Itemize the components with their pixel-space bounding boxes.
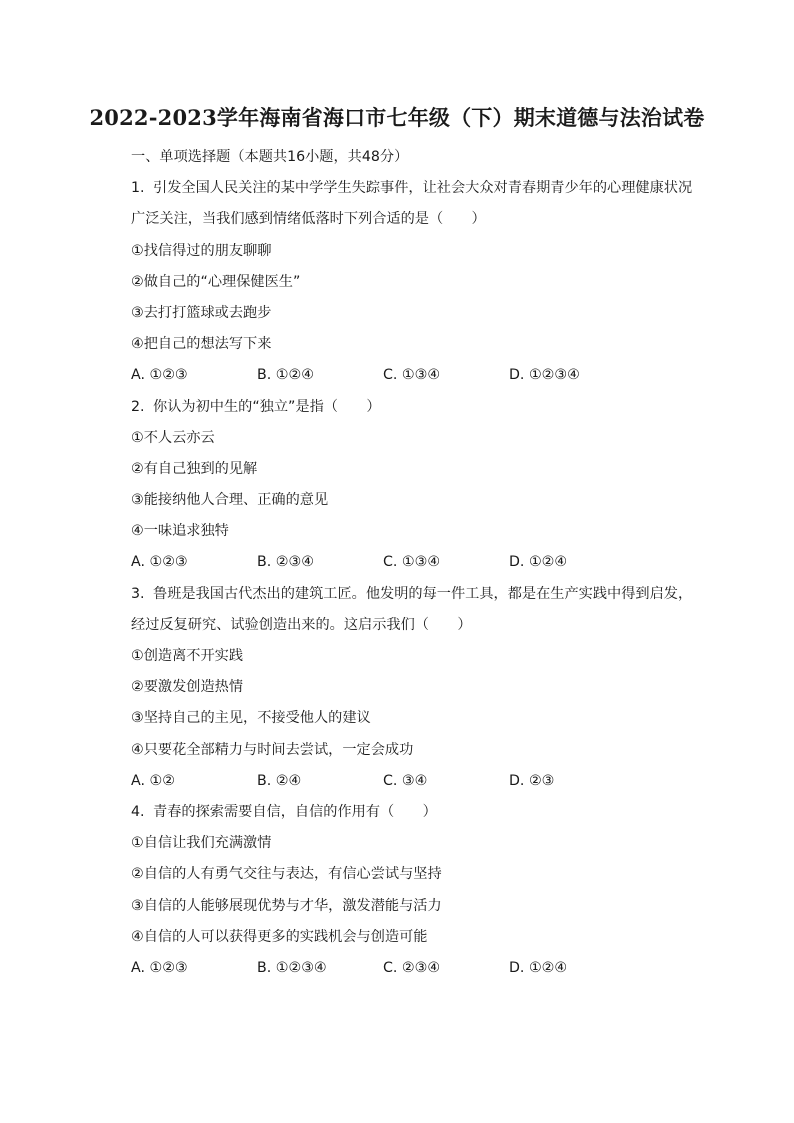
statement: ③自信的人能够展现优势与才华，激发潜能与活力 (131, 897, 442, 914)
option-d: D. ①②③④ (509, 367, 580, 384)
option-a: A. ①②③ (131, 959, 188, 976)
question-stem-text: 引发全国人民关注的某中学学生失踪事件，让社会大众对青春期青少年的心理健康状况 (153, 180, 693, 197)
answer-options (131, 360, 701, 391)
option-d: D. ①②④ (509, 959, 568, 976)
option-b: B. ②④ (257, 772, 302, 789)
question-stem-text: 你认为初中生的“独立”是指（ ） (153, 398, 381, 415)
question-number: 2. (131, 398, 145, 415)
question-stem-line (131, 173, 701, 204)
answer-options (131, 547, 701, 578)
statement: ④把自己的想法写下来 (131, 336, 272, 353)
statement: ④只要花全部精力与时间去尝试，一定会成功 (131, 741, 414, 758)
question-1 (131, 173, 701, 391)
statement: ②做自己的“心理保健医生” (131, 273, 301, 290)
question-stem-line (131, 579, 701, 610)
question-stem-line (131, 392, 701, 423)
statement: ②有自己独到的见解 (131, 460, 258, 477)
question-4 (131, 797, 701, 984)
question-stem-text: 鲁班是我国古代杰出的建筑工匠。他发明的每一件工具，都是在生产实践中得到启发， (153, 585, 693, 602)
option-b: B. ②③④ (257, 554, 314, 571)
question-number: 1. (131, 180, 145, 197)
option-a: A. ①② (131, 772, 175, 789)
question-number: 4. (131, 803, 145, 820)
statement: ③坚持自己的主见，不接受他人的建议 (131, 710, 371, 727)
statement: ①创造离不开实践 (131, 648, 244, 664)
section-heading: 一、单项选择题（本题共16小题，共48分） (131, 149, 409, 165)
question-stem-line (131, 797, 701, 828)
question-number: 3. (131, 585, 145, 602)
question-stem-line: 经过反复研究、试验创造出来的。这启示我们（ ） (131, 616, 472, 633)
option-c: C. ①③④ (383, 367, 441, 384)
option-c: C. ①③④ (383, 554, 441, 571)
exam-body (131, 142, 701, 984)
statement: ④自信的人可以获得更多的实践机会与创造可能 (131, 928, 428, 945)
statement: ③能接纳他人合理、正确的意见 (131, 492, 329, 509)
option-d: D. ②③ (509, 772, 555, 789)
option-a: A. ①②③ (131, 554, 188, 571)
option-b: B. ①②③④ (257, 959, 327, 976)
option-c: C. ②③④ (383, 959, 441, 976)
question-stem-line: 广泛关注，当我们感到情绪低落时下列合适的是（ ） (131, 211, 486, 228)
answer-options (131, 766, 701, 797)
statement: ②自信的人有勇气交往与表达，有信心尝试与坚持 (131, 866, 442, 883)
answer-options (131, 953, 701, 984)
statement: ①自信让我们充满激情 (131, 835, 272, 852)
question-3 (131, 579, 701, 797)
statement: ①不人云亦云 (131, 429, 215, 446)
question-2 (131, 392, 701, 579)
statement: ④一味追求独特 (131, 523, 229, 540)
option-b: B. ①②④ (257, 367, 314, 384)
option-c: C. ③④ (383, 772, 428, 789)
statement: ③去打打篮球或去跑步 (131, 304, 272, 321)
question-stem-text: 青春的探索需要自信，自信的作用有（ ） (153, 803, 437, 820)
statement: ①找信得过的朋友聊聊 (131, 242, 272, 259)
option-a: A. ①②③ (131, 367, 188, 384)
page-title: 2022-2023学年海南省海口市七年级（下）期末道德与法治试卷 (89, 105, 705, 130)
option-d: D. ①②④ (509, 554, 568, 571)
statement: ②要激发创造热情 (131, 679, 244, 696)
